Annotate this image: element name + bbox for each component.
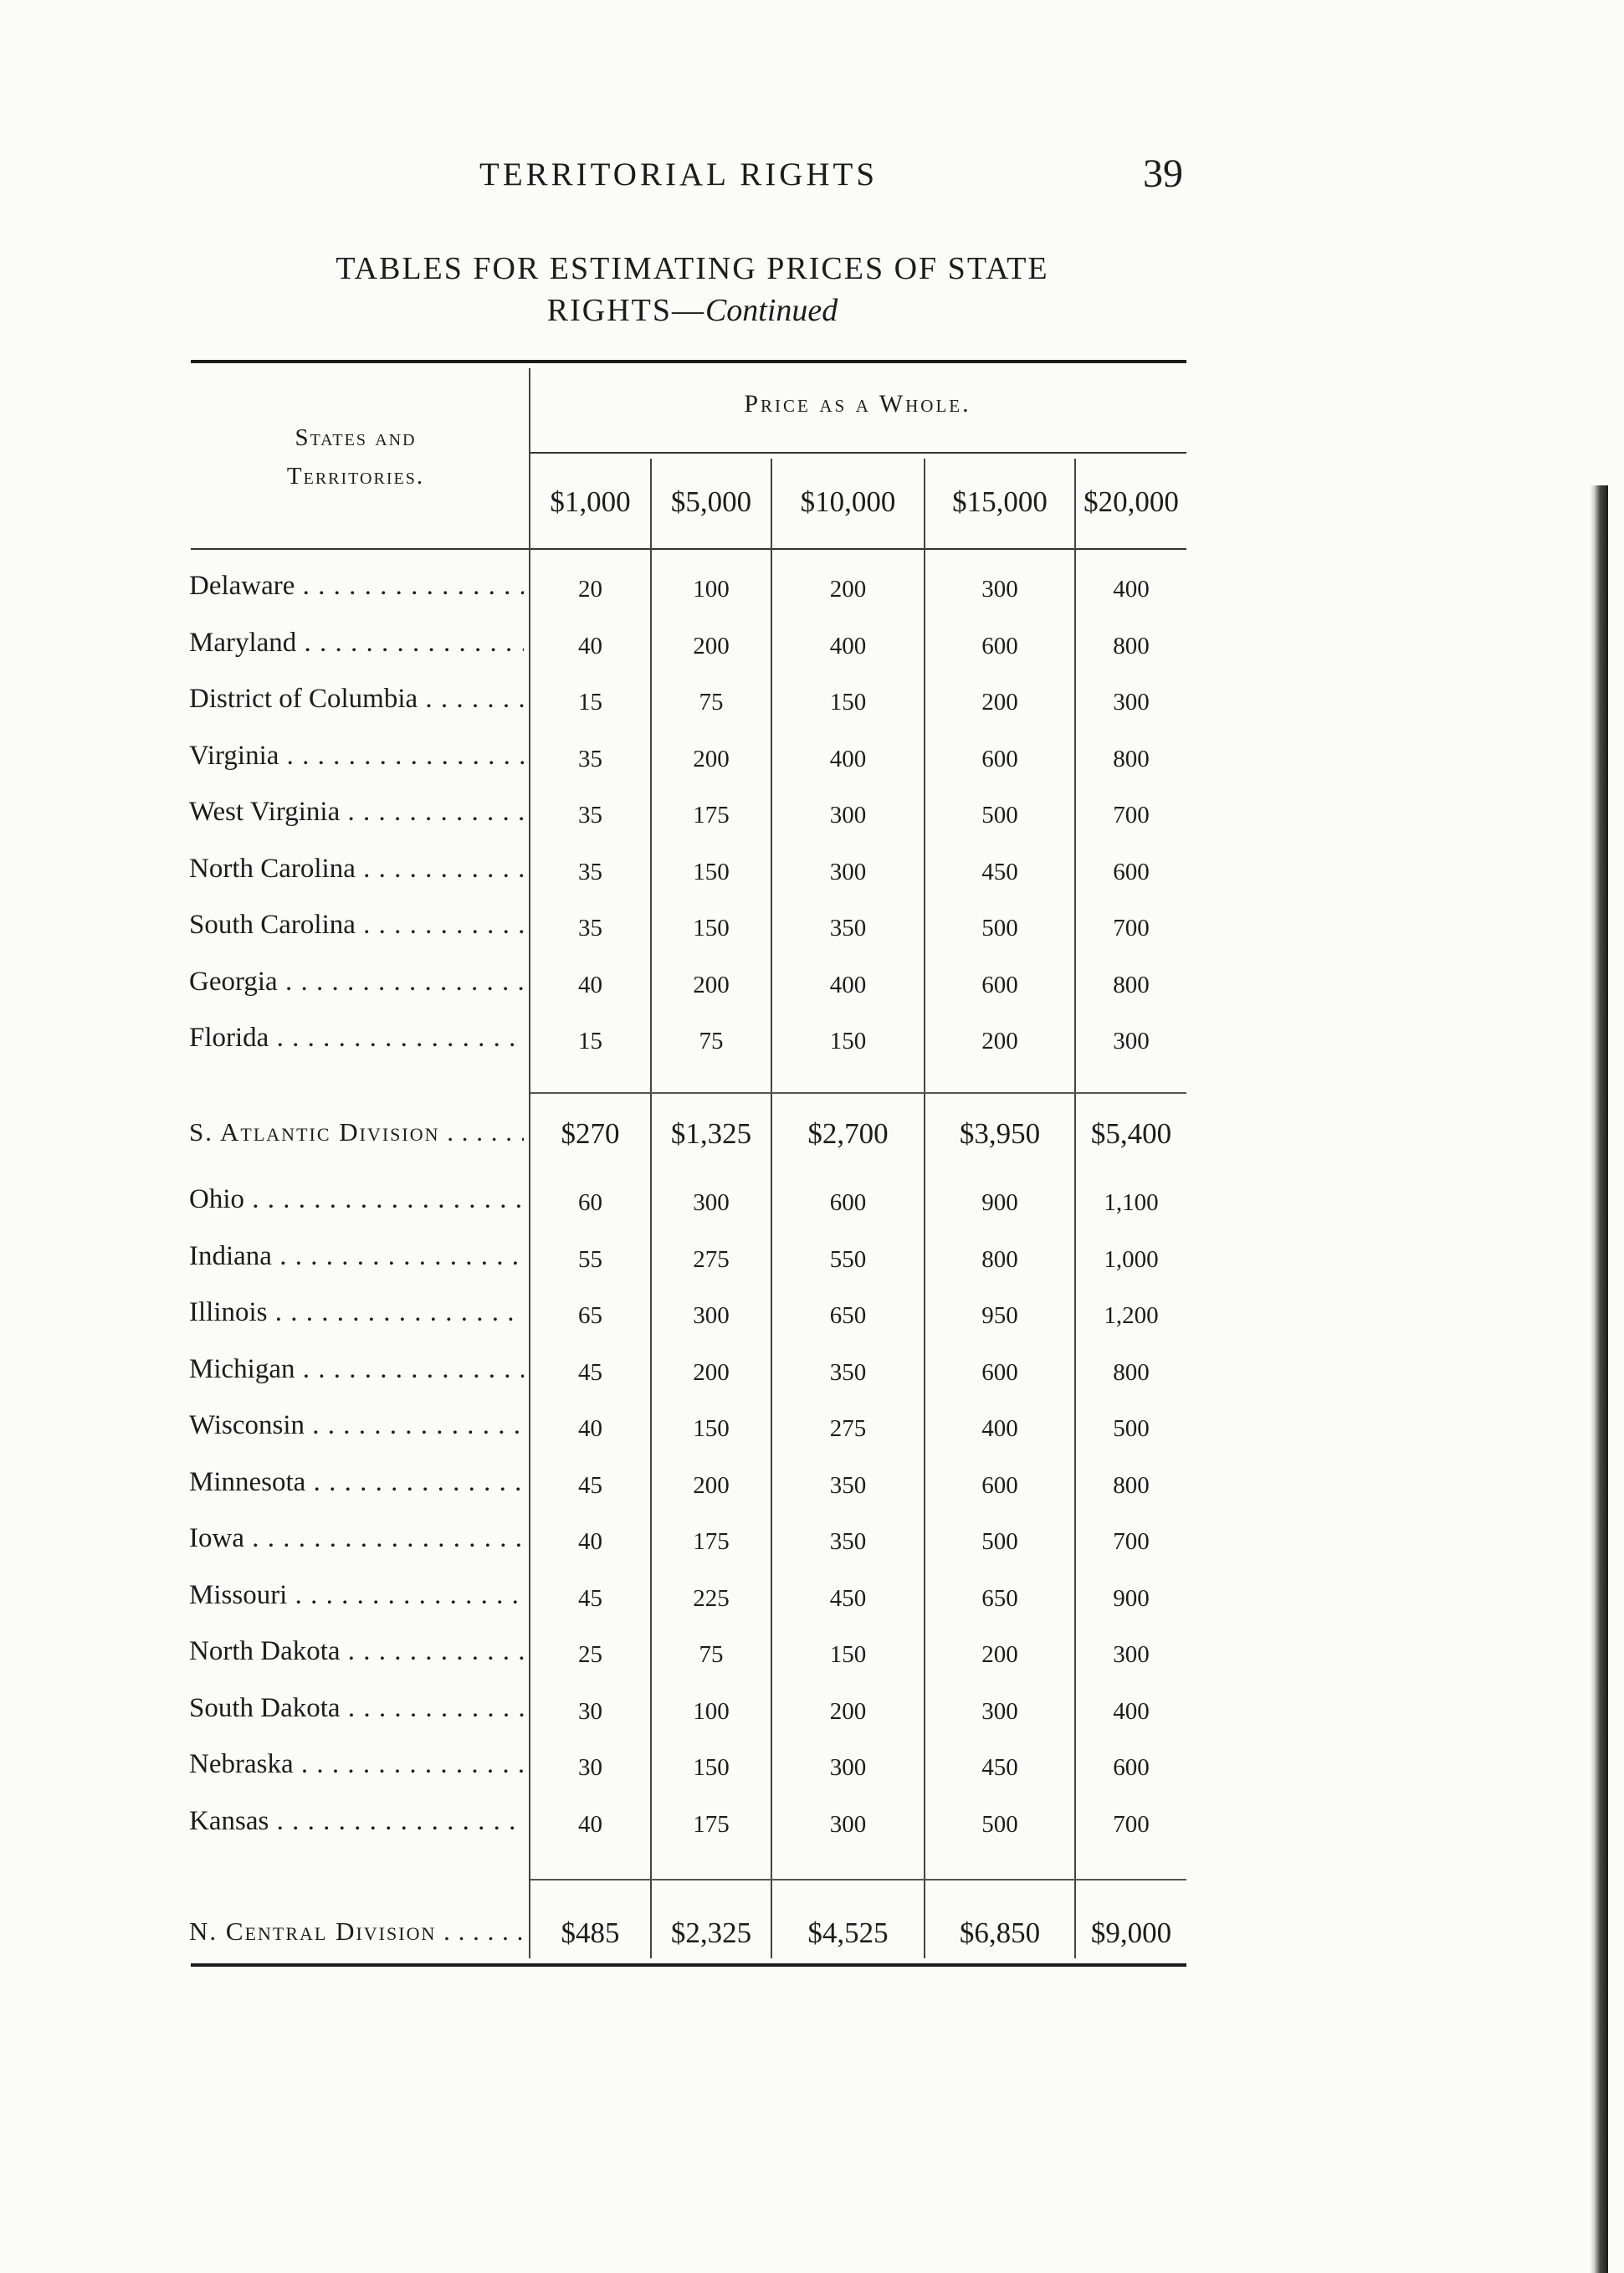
price-cell: 300 xyxy=(829,858,867,885)
price-cell: 900 xyxy=(1113,1584,1150,1612)
price-cell: 30 xyxy=(578,1697,602,1725)
table-title-line2-text: RIGHTS— xyxy=(546,293,705,328)
price-cell: 400 xyxy=(829,632,867,659)
state-name: Wisconsin . . . xyxy=(189,1410,524,1441)
price-cell: 500 xyxy=(981,1810,1018,1838)
state-name: Virginia . . . xyxy=(189,741,524,772)
running-head: TERRITORIAL RIGHTS xyxy=(479,156,879,192)
division-total-cell: $4,525 xyxy=(807,1916,889,1949)
price-cell: 20 xyxy=(578,576,602,603)
table-row xyxy=(0,854,1624,904)
table-row xyxy=(0,1023,1624,1073)
table-title xyxy=(251,248,1134,331)
state-name: Kansas . . . xyxy=(189,1806,524,1837)
price-cell: 600 xyxy=(981,1358,1018,1386)
price-cell: 200 xyxy=(981,1641,1018,1668)
stub-header-line2: Territories. xyxy=(286,463,425,490)
division-total-cell: $2,700 xyxy=(807,1117,889,1150)
state-name: Michigan . . . xyxy=(189,1354,524,1385)
price-cell: 1,200 xyxy=(1104,1302,1159,1329)
price-cell: 150 xyxy=(693,858,730,885)
price-cell: 175 xyxy=(693,1528,730,1555)
price-cell: 300 xyxy=(829,1754,867,1781)
state-name: Florida . . . xyxy=(189,1023,524,1054)
division-total-cell: $485 xyxy=(561,1916,620,1949)
price-cell: 600 xyxy=(981,1471,1018,1499)
table-row xyxy=(0,1580,1624,1630)
price-cell: 350 xyxy=(829,1471,867,1499)
state-name: North Carolina . . . xyxy=(189,854,524,885)
price-cell: 100 xyxy=(693,576,730,603)
price-cell: 45 xyxy=(578,1358,602,1386)
price-cell: 400 xyxy=(1113,576,1150,603)
price-cell: 300 xyxy=(981,576,1018,603)
price-cell: 300 xyxy=(829,802,867,829)
price-cell: 40 xyxy=(578,1528,602,1555)
state-name: Nebraska . . . xyxy=(189,1749,524,1780)
price-cell: 400 xyxy=(1113,1697,1150,1725)
price-cell: 30 xyxy=(578,1754,602,1781)
state-name: Georgia . . . xyxy=(189,967,524,998)
price-cell: 450 xyxy=(981,858,1018,885)
column-header-1000: $1,000 xyxy=(550,485,631,518)
price-cell: 400 xyxy=(829,745,867,772)
division-total-cell: $270 xyxy=(561,1117,620,1150)
table-row xyxy=(0,684,1624,734)
price-cell: 150 xyxy=(829,1641,867,1668)
price-cell: 800 xyxy=(1113,1358,1150,1386)
price-cell: 1,000 xyxy=(1104,1245,1159,1273)
state-name: District of Columbia . . . xyxy=(189,684,524,715)
table-row xyxy=(0,1636,1624,1686)
price-cell: 200 xyxy=(829,576,867,603)
table-row xyxy=(0,797,1624,847)
price-cell: 200 xyxy=(693,1358,730,1386)
table-header-rule xyxy=(191,548,1186,550)
price-cell: 35 xyxy=(578,745,602,772)
price-cell: 300 xyxy=(981,1697,1018,1725)
continued-label: Continued xyxy=(704,293,838,328)
price-cell: 800 xyxy=(1113,632,1150,659)
table-row xyxy=(0,1749,1624,1799)
state-name: Minnesota . . . xyxy=(189,1467,524,1498)
division-name: S. Atlantic Division . . . xyxy=(189,1117,524,1147)
price-cell: 150 xyxy=(693,1754,730,1781)
state-name: Missouri . . . xyxy=(189,1580,524,1611)
table-row xyxy=(0,1297,1624,1347)
price-cell: 45 xyxy=(578,1584,602,1612)
state-name: Iowa . . . xyxy=(189,1523,524,1554)
price-cell: 700 xyxy=(1113,802,1150,829)
price-cell: 100 xyxy=(693,1697,730,1725)
state-name: South Dakota . . . xyxy=(189,1693,524,1724)
price-cell: 175 xyxy=(693,802,730,829)
table-row xyxy=(0,1467,1624,1517)
price-cell: 150 xyxy=(829,689,867,716)
price-cell: 350 xyxy=(829,915,867,942)
price-cell: 200 xyxy=(981,1028,1018,1054)
price-cell: 500 xyxy=(981,802,1018,829)
price-cell: 800 xyxy=(1113,971,1150,998)
price-cell: 600 xyxy=(1113,858,1150,885)
division-total-cell: $2,325 xyxy=(670,1916,752,1949)
table-row xyxy=(0,910,1624,960)
price-cell: 35 xyxy=(578,915,602,942)
table-row xyxy=(0,967,1624,1017)
price-cell: 55 xyxy=(578,1245,602,1273)
price-cell: 225 xyxy=(693,1584,730,1612)
price-cell: 150 xyxy=(693,915,730,942)
price-cell: 950 xyxy=(981,1302,1018,1329)
table-row xyxy=(0,1806,1624,1856)
price-cell: 800 xyxy=(1113,1471,1150,1499)
price-cell: 800 xyxy=(981,1245,1018,1273)
price-cell: 600 xyxy=(829,1189,867,1216)
division-total-cell: $5,400 xyxy=(1090,1117,1172,1150)
column-header-15000: $15,000 xyxy=(952,485,1048,518)
price-cell: 300 xyxy=(693,1189,730,1216)
column-header-5000: $5,000 xyxy=(670,485,752,518)
table-row xyxy=(0,1241,1624,1291)
state-name: Illinois . . . xyxy=(189,1297,524,1328)
price-header-rule xyxy=(529,452,1186,454)
price-header: Price as a Whole. xyxy=(744,390,971,418)
page-number: 39 xyxy=(1143,151,1183,196)
table-row xyxy=(0,1184,1624,1234)
division-name: N. Central Division . . . xyxy=(189,1916,524,1947)
price-cell: 550 xyxy=(829,1245,867,1273)
price-cell: 75 xyxy=(699,1028,724,1054)
price-cell: 400 xyxy=(981,1415,1018,1442)
price-cell: 700 xyxy=(1113,915,1150,942)
price-cell: 300 xyxy=(829,1810,867,1838)
price-cell: 200 xyxy=(693,632,730,659)
state-name: Ohio . . . xyxy=(189,1184,524,1215)
price-cell: 40 xyxy=(578,632,602,659)
division-total-cell: $3,950 xyxy=(959,1117,1041,1150)
table-row xyxy=(0,741,1624,791)
price-cell: 600 xyxy=(981,632,1018,659)
column-header-20000: $20,000 xyxy=(1084,485,1179,518)
stub-header xyxy=(218,418,494,495)
price-cell: 900 xyxy=(981,1189,1018,1216)
table-row xyxy=(0,571,1624,621)
stub-header-line1: States and xyxy=(295,424,417,451)
price-cell: 300 xyxy=(1113,689,1150,716)
price-cell: 275 xyxy=(693,1245,730,1273)
state-name: Indiana . . . xyxy=(189,1241,524,1272)
price-cell: 1,100 xyxy=(1104,1189,1159,1216)
division-total-cell: $6,850 xyxy=(959,1916,1041,1949)
price-cell: 60 xyxy=(578,1189,602,1216)
table-row xyxy=(0,1410,1624,1460)
price-cell: 650 xyxy=(981,1584,1018,1612)
price-cell: 300 xyxy=(1113,1641,1150,1668)
table-top-rule xyxy=(191,360,1186,363)
division-total-cell: $1,325 xyxy=(670,1117,752,1150)
state-name: West Virginia . . . xyxy=(189,797,524,828)
price-cell: 200 xyxy=(829,1697,867,1725)
table-row xyxy=(0,628,1624,678)
price-cell: 300 xyxy=(1113,1028,1150,1054)
table-row xyxy=(0,1693,1624,1743)
price-cell: 25 xyxy=(578,1641,602,1668)
price-cell: 700 xyxy=(1113,1528,1150,1555)
price-cell: 350 xyxy=(829,1358,867,1386)
price-cell: 15 xyxy=(578,689,602,716)
division-separator xyxy=(530,1879,1186,1880)
state-name: South Carolina . . . xyxy=(189,910,524,941)
price-cell: 200 xyxy=(981,689,1018,716)
price-cell: 450 xyxy=(981,1754,1018,1781)
state-name: Maryland . . . xyxy=(189,628,524,659)
price-cell: 175 xyxy=(693,1810,730,1838)
division-total-cell: $9,000 xyxy=(1090,1916,1172,1949)
price-cell: 200 xyxy=(693,971,730,998)
price-cell: 350 xyxy=(829,1528,867,1555)
price-cell: 75 xyxy=(699,1641,724,1668)
price-cell: 40 xyxy=(578,1810,602,1838)
price-cell: 65 xyxy=(578,1302,602,1329)
price-cell: 35 xyxy=(578,858,602,885)
table-title-line2 xyxy=(251,290,1134,331)
price-cell: 200 xyxy=(693,1471,730,1499)
division-separator xyxy=(530,1092,1186,1094)
price-cell: 150 xyxy=(693,1415,730,1442)
price-cell: 450 xyxy=(829,1584,867,1612)
state-name: North Dakota . . . xyxy=(189,1636,524,1667)
state-name: Delaware . . . xyxy=(189,571,524,602)
price-cell: 200 xyxy=(693,745,730,772)
price-cell: 700 xyxy=(1113,1810,1150,1838)
price-cell: 650 xyxy=(829,1302,867,1329)
price-cell: 15 xyxy=(578,1028,602,1054)
division-total-row xyxy=(0,1117,1624,1167)
price-cell: 40 xyxy=(578,1415,602,1442)
price-cell: 45 xyxy=(578,1471,602,1499)
price-cell: 400 xyxy=(829,971,867,998)
price-cell: 275 xyxy=(829,1415,867,1442)
table-row xyxy=(0,1523,1624,1573)
division-total-row xyxy=(0,1916,1624,1967)
price-cell: 150 xyxy=(829,1028,867,1054)
price-cell: 500 xyxy=(981,1528,1018,1555)
price-cell: 600 xyxy=(1113,1754,1150,1781)
price-cell: 300 xyxy=(693,1302,730,1329)
table-title-line1: TABLES FOR ESTIMATING PRICES OF STATE xyxy=(336,251,1049,286)
table-row xyxy=(0,1354,1624,1404)
price-cell: 500 xyxy=(981,915,1018,942)
price-cell: 600 xyxy=(981,971,1018,998)
price-cell: 500 xyxy=(1113,1415,1150,1442)
price-cell: 35 xyxy=(578,802,602,829)
price-cell: 600 xyxy=(981,745,1018,772)
price-cell: 800 xyxy=(1113,745,1150,772)
price-cell: 75 xyxy=(699,689,724,716)
column-header-10000: $10,000 xyxy=(800,485,896,518)
price-cell: 40 xyxy=(578,971,602,998)
